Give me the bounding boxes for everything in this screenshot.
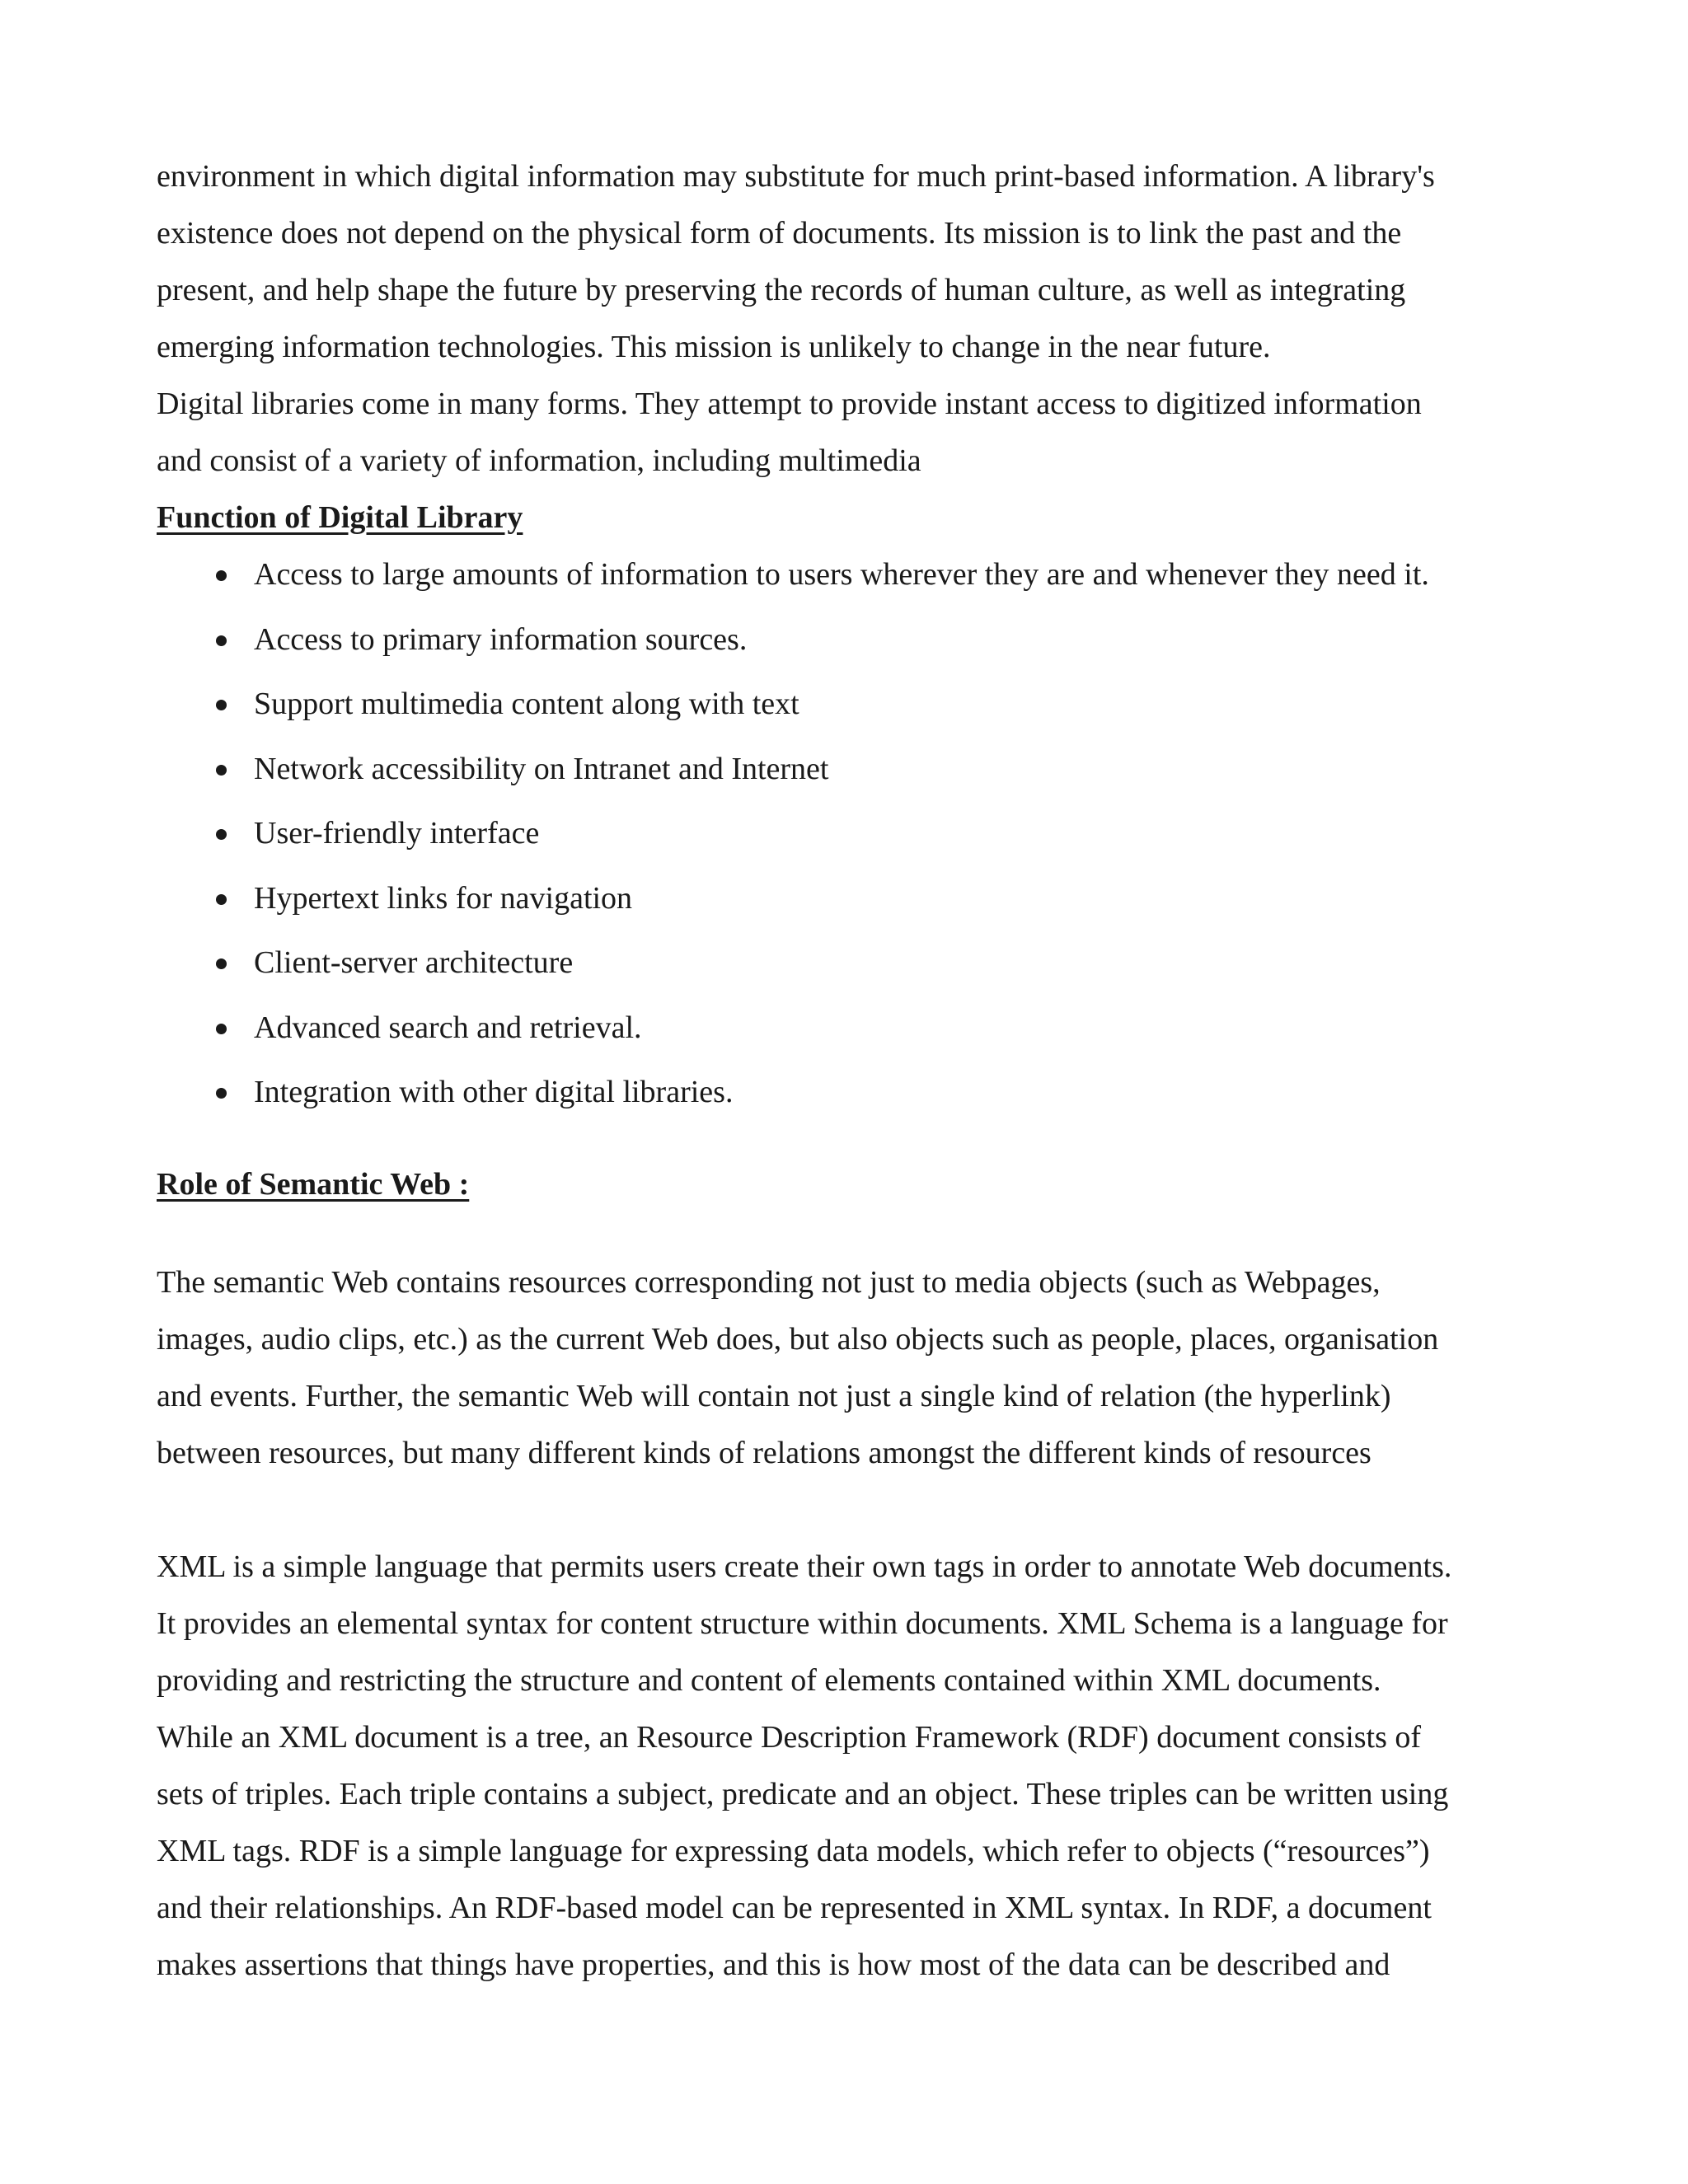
text-line: XML is a simple language that permits users create their own tags in order to annotate Web documents.: [157, 1549, 1452, 1584]
bullet-icon: [216, 1024, 227, 1034]
function-list: [157, 546, 1541, 1129]
xml-paragraph: [157, 1539, 1541, 1994]
spacer: [157, 1482, 1541, 1539]
list-item: [157, 546, 1541, 612]
semantic-paragraph: [157, 1254, 1541, 1482]
list-item-text: Access to large amounts of information to users wherever they are and whenever they need it.: [254, 557, 1429, 592]
text-line: emerging information technologies. This mission is unlikely to change in the near future.: [157, 330, 1271, 364]
text-line: environment in which digital information may substitute for much print-based information. A library's: [157, 159, 1435, 194]
semantic-heading: Role of Semantic Web :: [157, 1166, 470, 1202]
document-body: [157, 148, 1541, 1994]
list-item: [157, 1064, 1541, 1129]
list-item-text: Access to primary information sources.: [254, 621, 748, 657]
function-heading: Function of Digital Library: [157, 500, 523, 535]
spacer: [157, 1129, 1541, 1156]
list-item-text: Support multimedia content along with text: [254, 687, 799, 721]
text-line: It provides an elemental syntax for content structure within documents. XML Schema is a language for: [157, 1605, 1448, 1641]
forms-paragraph: [157, 376, 1541, 490]
list-item: [157, 935, 1541, 1000]
text-line: XML tags. RDF is a simple language for expressing data models, which refer to objects (“resources”): [157, 1833, 1430, 1868]
text-line: images, audio clips, etc.) as the current Web does, but also objects such as people, places, organisation: [157, 1321, 1439, 1357]
list-item-text: Client-server architecture: [254, 945, 574, 980]
bullet-icon: [216, 635, 227, 646]
bullet-icon: [216, 958, 227, 969]
text-line: and their relationships. An RDF-based model can be represented in XML syntax. In RDF, a document: [157, 1890, 1432, 1925]
spacer: [157, 1213, 1541, 1254]
list-item-text: Network accessibility on Intranet and Internet: [254, 751, 829, 786]
bullet-icon: [216, 1088, 227, 1099]
text-line: existence does not depend on the physical form of documents. Its mission is to link the past and the: [157, 216, 1402, 251]
text-line: sets of triples. Each triple contains a subject, predicate and an object. These triples can be written using: [157, 1776, 1449, 1811]
bullet-icon: [216, 570, 227, 581]
list-item: [157, 741, 1541, 806]
text-line: Digital libraries come in many forms. They attempt to provide instant access to digitized information: [157, 387, 1422, 421]
list-item-text: Advanced search and retrieval.: [254, 1010, 642, 1045]
list-item: [157, 805, 1541, 870]
text-line: and consist of a variety of information, including multimedia: [157, 443, 921, 478]
list-item: [157, 612, 1541, 677]
bullet-icon: [216, 700, 227, 710]
text-line: between resources, but many different kinds of relations amongst the different kinds of resources: [157, 1435, 1372, 1470]
intro-paragraph: [157, 148, 1541, 376]
list-item-text: Integration with other digital libraries.: [254, 1075, 734, 1109]
text-line: makes assertions that things have properties, and this is how most of the data can be described and: [157, 1947, 1390, 1982]
list-item-text: Hypertext links for navigation: [254, 880, 633, 916]
bullet-icon: [216, 765, 227, 776]
list-item-text: User-friendly interface: [254, 816, 540, 851]
text-line: providing and restricting the structure and content of elements contained within XML documents.: [157, 1662, 1381, 1698]
list-item: [157, 1000, 1541, 1065]
bullet-icon: [216, 894, 227, 905]
text-line: present, and help shape the future by preserving the records of human culture, as well as integrating: [157, 273, 1406, 307]
text-line: While an XML document is a tree, an Resource Description Framework (RDF) document consists of: [157, 1719, 1422, 1755]
text-line: The semantic Web contains resources corresponding not just to media objects (such as Webpages,: [157, 1264, 1381, 1300]
list-item: [157, 870, 1541, 935]
list-item: [157, 676, 1541, 741]
text-line: and events. Further, the semantic Web will contain not just a single kind of relation (the hyperlink): [157, 1378, 1391, 1413]
bullet-icon: [216, 829, 227, 840]
